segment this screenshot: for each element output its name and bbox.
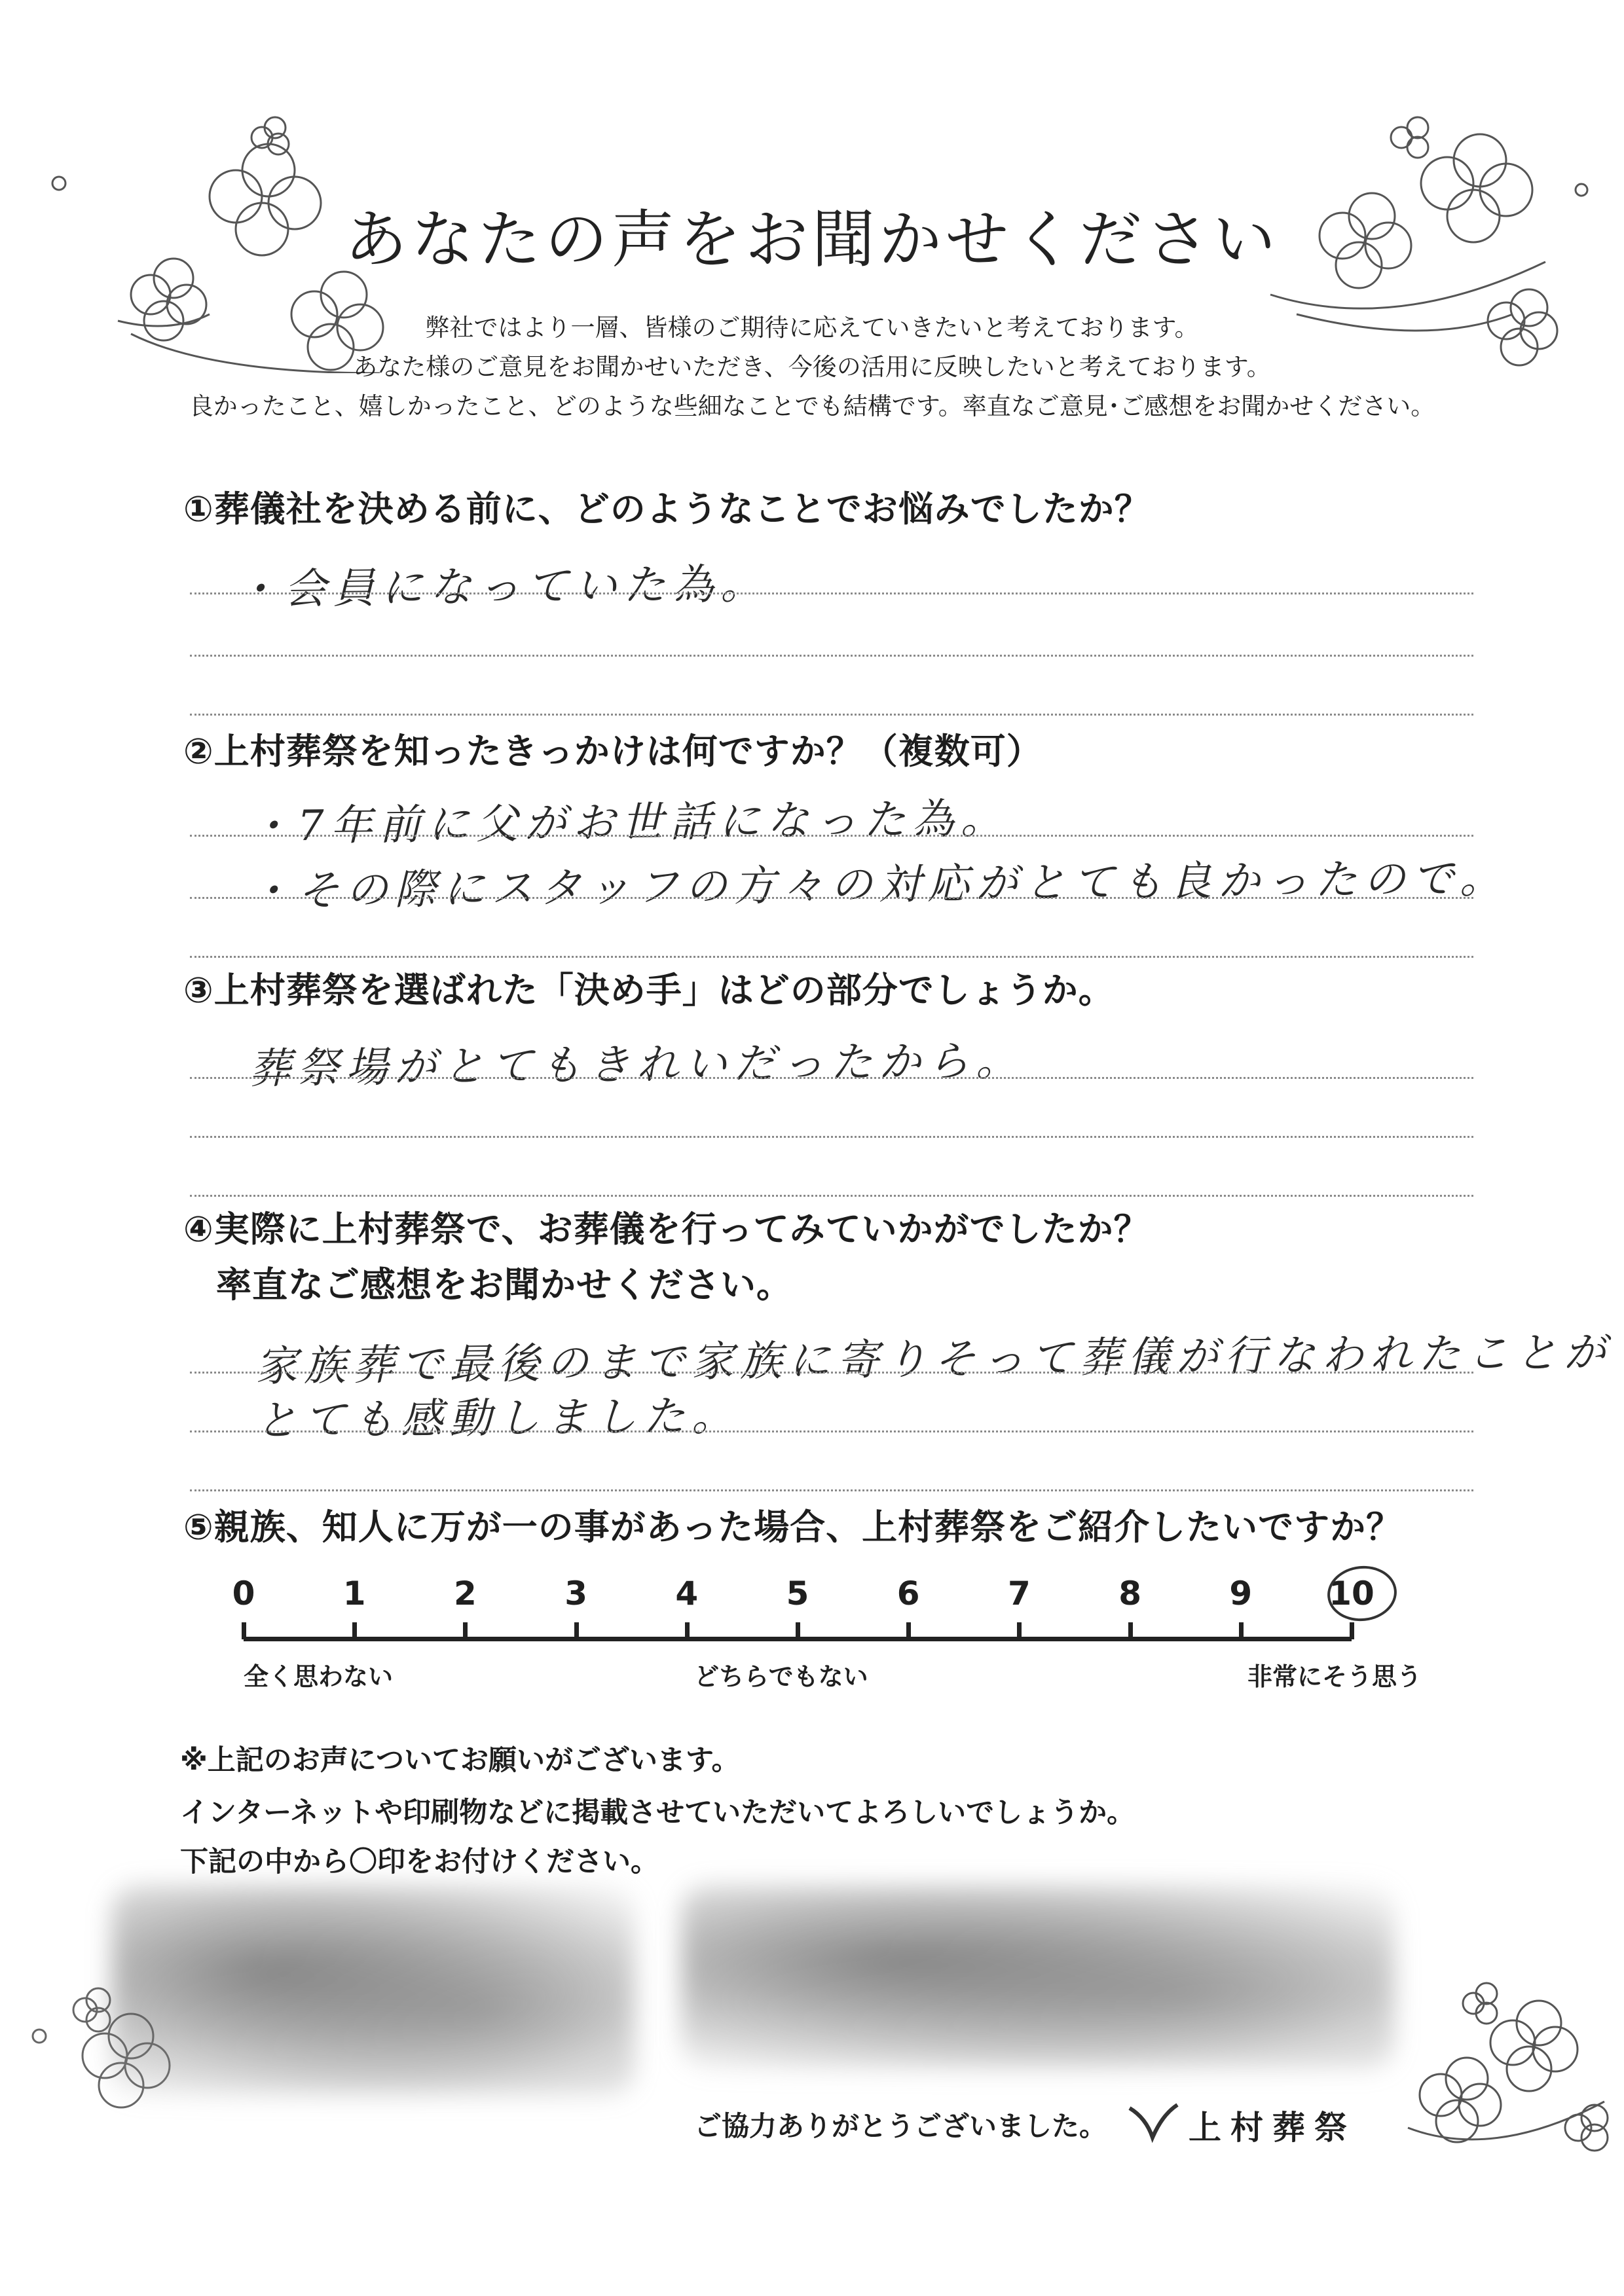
note-line-2: インターネットや印刷物などに掲載させていただいてよろしいでしょうか。 bbox=[180, 1796, 1135, 1829]
question-4-answer-2: とても感動しました。 bbox=[255, 1392, 741, 1446]
answer-line bbox=[190, 714, 1473, 716]
scale-number-3: 3 bbox=[564, 1575, 587, 1613]
question-1-answer-1: ・会員になっていた為。 bbox=[235, 560, 769, 615]
scale-tick bbox=[1128, 1622, 1133, 1639]
answer-line bbox=[190, 835, 1473, 837]
answer-line bbox=[190, 956, 1473, 958]
thanks-message: ご協力ありがとうございました。 bbox=[694, 2110, 1107, 2142]
company-logo-text: 上村葬祭 bbox=[1189, 2109, 1356, 2147]
scale-number-2: 2 bbox=[453, 1575, 477, 1613]
answer-line bbox=[190, 1136, 1473, 1138]
page-title: あなたの声をお聞かせください bbox=[344, 203, 1280, 276]
answer-line bbox=[190, 897, 1473, 899]
scale-number-4: 4 bbox=[675, 1575, 699, 1613]
note-line-3: 下記の中から〇印をお付けください。 bbox=[180, 1846, 659, 1878]
intro-line-3: 良かったこと、嬉しかったこと、どのような些細なことでも結構です。率直なご意見･ご感想をお聞かせください。 bbox=[189, 392, 1435, 420]
scale-number-9: 9 bbox=[1229, 1575, 1253, 1613]
scale-label-mid: どちらでもない bbox=[694, 1662, 868, 1691]
selected-rating-circle bbox=[1325, 1563, 1399, 1625]
scale-tick bbox=[1239, 1622, 1244, 1639]
scale-number-0: 0 bbox=[232, 1575, 255, 1613]
question-2-answer-1: ・7年前に父がお世話になった為。 bbox=[248, 794, 1010, 852]
scale-number-7: 7 bbox=[1007, 1575, 1031, 1613]
question-4-label-2: 率直なご感想をお聞かせください。 bbox=[216, 1264, 792, 1305]
answer-line bbox=[190, 1430, 1473, 1432]
scale-number-6: 6 bbox=[896, 1575, 920, 1613]
scale-tick bbox=[463, 1622, 468, 1639]
note-line-1: ※上記のお声についてお願いがございます。 bbox=[180, 1744, 740, 1777]
scale-tick bbox=[1017, 1622, 1022, 1639]
scale-tick bbox=[1350, 1622, 1354, 1639]
answer-line bbox=[190, 655, 1473, 657]
scale-number-8: 8 bbox=[1118, 1575, 1141, 1613]
company-logo-mark-icon bbox=[1126, 2098, 1179, 2144]
question-4-label: ④実際に上村葬祭で、お葬儀を行ってみていかがでしたか？ bbox=[183, 1209, 1150, 1250]
question-3-label: ③上村葬祭を選ばれた「決め手」はどの部分でしょうか。 bbox=[183, 970, 1115, 1011]
redacted-area-right bbox=[681, 1886, 1395, 2069]
scale-tick bbox=[685, 1622, 690, 1639]
scale-number-1: 1 bbox=[342, 1575, 366, 1613]
scale-tick bbox=[574, 1622, 579, 1639]
redacted-area-left bbox=[111, 1886, 635, 2095]
answer-line bbox=[190, 592, 1473, 594]
intro-line-2: あなた様のご意見をお聞かせいただき、今後の活用に反映したいと考えております。 bbox=[353, 353, 1271, 381]
answer-line bbox=[190, 1195, 1473, 1197]
clover-decoration-bottom-right bbox=[1395, 1964, 1617, 2160]
question-2-label: ②上村葬祭を知ったきっかけは何ですか？（複数可） bbox=[183, 731, 1043, 772]
question-3-answer-1: 葬祭場がとてもきれいだったから。 bbox=[248, 1036, 1025, 1094]
answer-line bbox=[190, 1489, 1473, 1491]
question-4-answer-1: 家族葬で最後のまで家族に寄りそって葬儀が行なわれたことが bbox=[255, 1328, 1613, 1391]
question-1-label: ①葬儀社を決める前に、どのようなことでお悩みでしたか？ bbox=[183, 488, 1151, 530]
intro-line-1: 弊社ではより一層、皆様のご期待に応えていきたいと考えております。 bbox=[425, 314, 1199, 342]
answer-line bbox=[190, 1372, 1473, 1374]
question-2-answer-2: ・その際にスタッフの方々の対応がとても良かったので。 bbox=[248, 854, 1509, 917]
answer-line bbox=[190, 1077, 1473, 1079]
scale-tick bbox=[796, 1622, 800, 1639]
scale-label-low: 全く思わない bbox=[244, 1662, 394, 1691]
scale-label-high: 非常にそう思う bbox=[1247, 1662, 1422, 1691]
question-5-label: ⑤親族、知人に万が一の事があった場合、上村葬祭をご紹介したいですか？ bbox=[183, 1506, 1403, 1548]
scale-number-10: 10 bbox=[1329, 1575, 1375, 1613]
scale-tick bbox=[352, 1622, 357, 1639]
scale-tick bbox=[906, 1622, 911, 1639]
scale-tick bbox=[242, 1622, 246, 1639]
scale-number-5: 5 bbox=[786, 1575, 809, 1613]
